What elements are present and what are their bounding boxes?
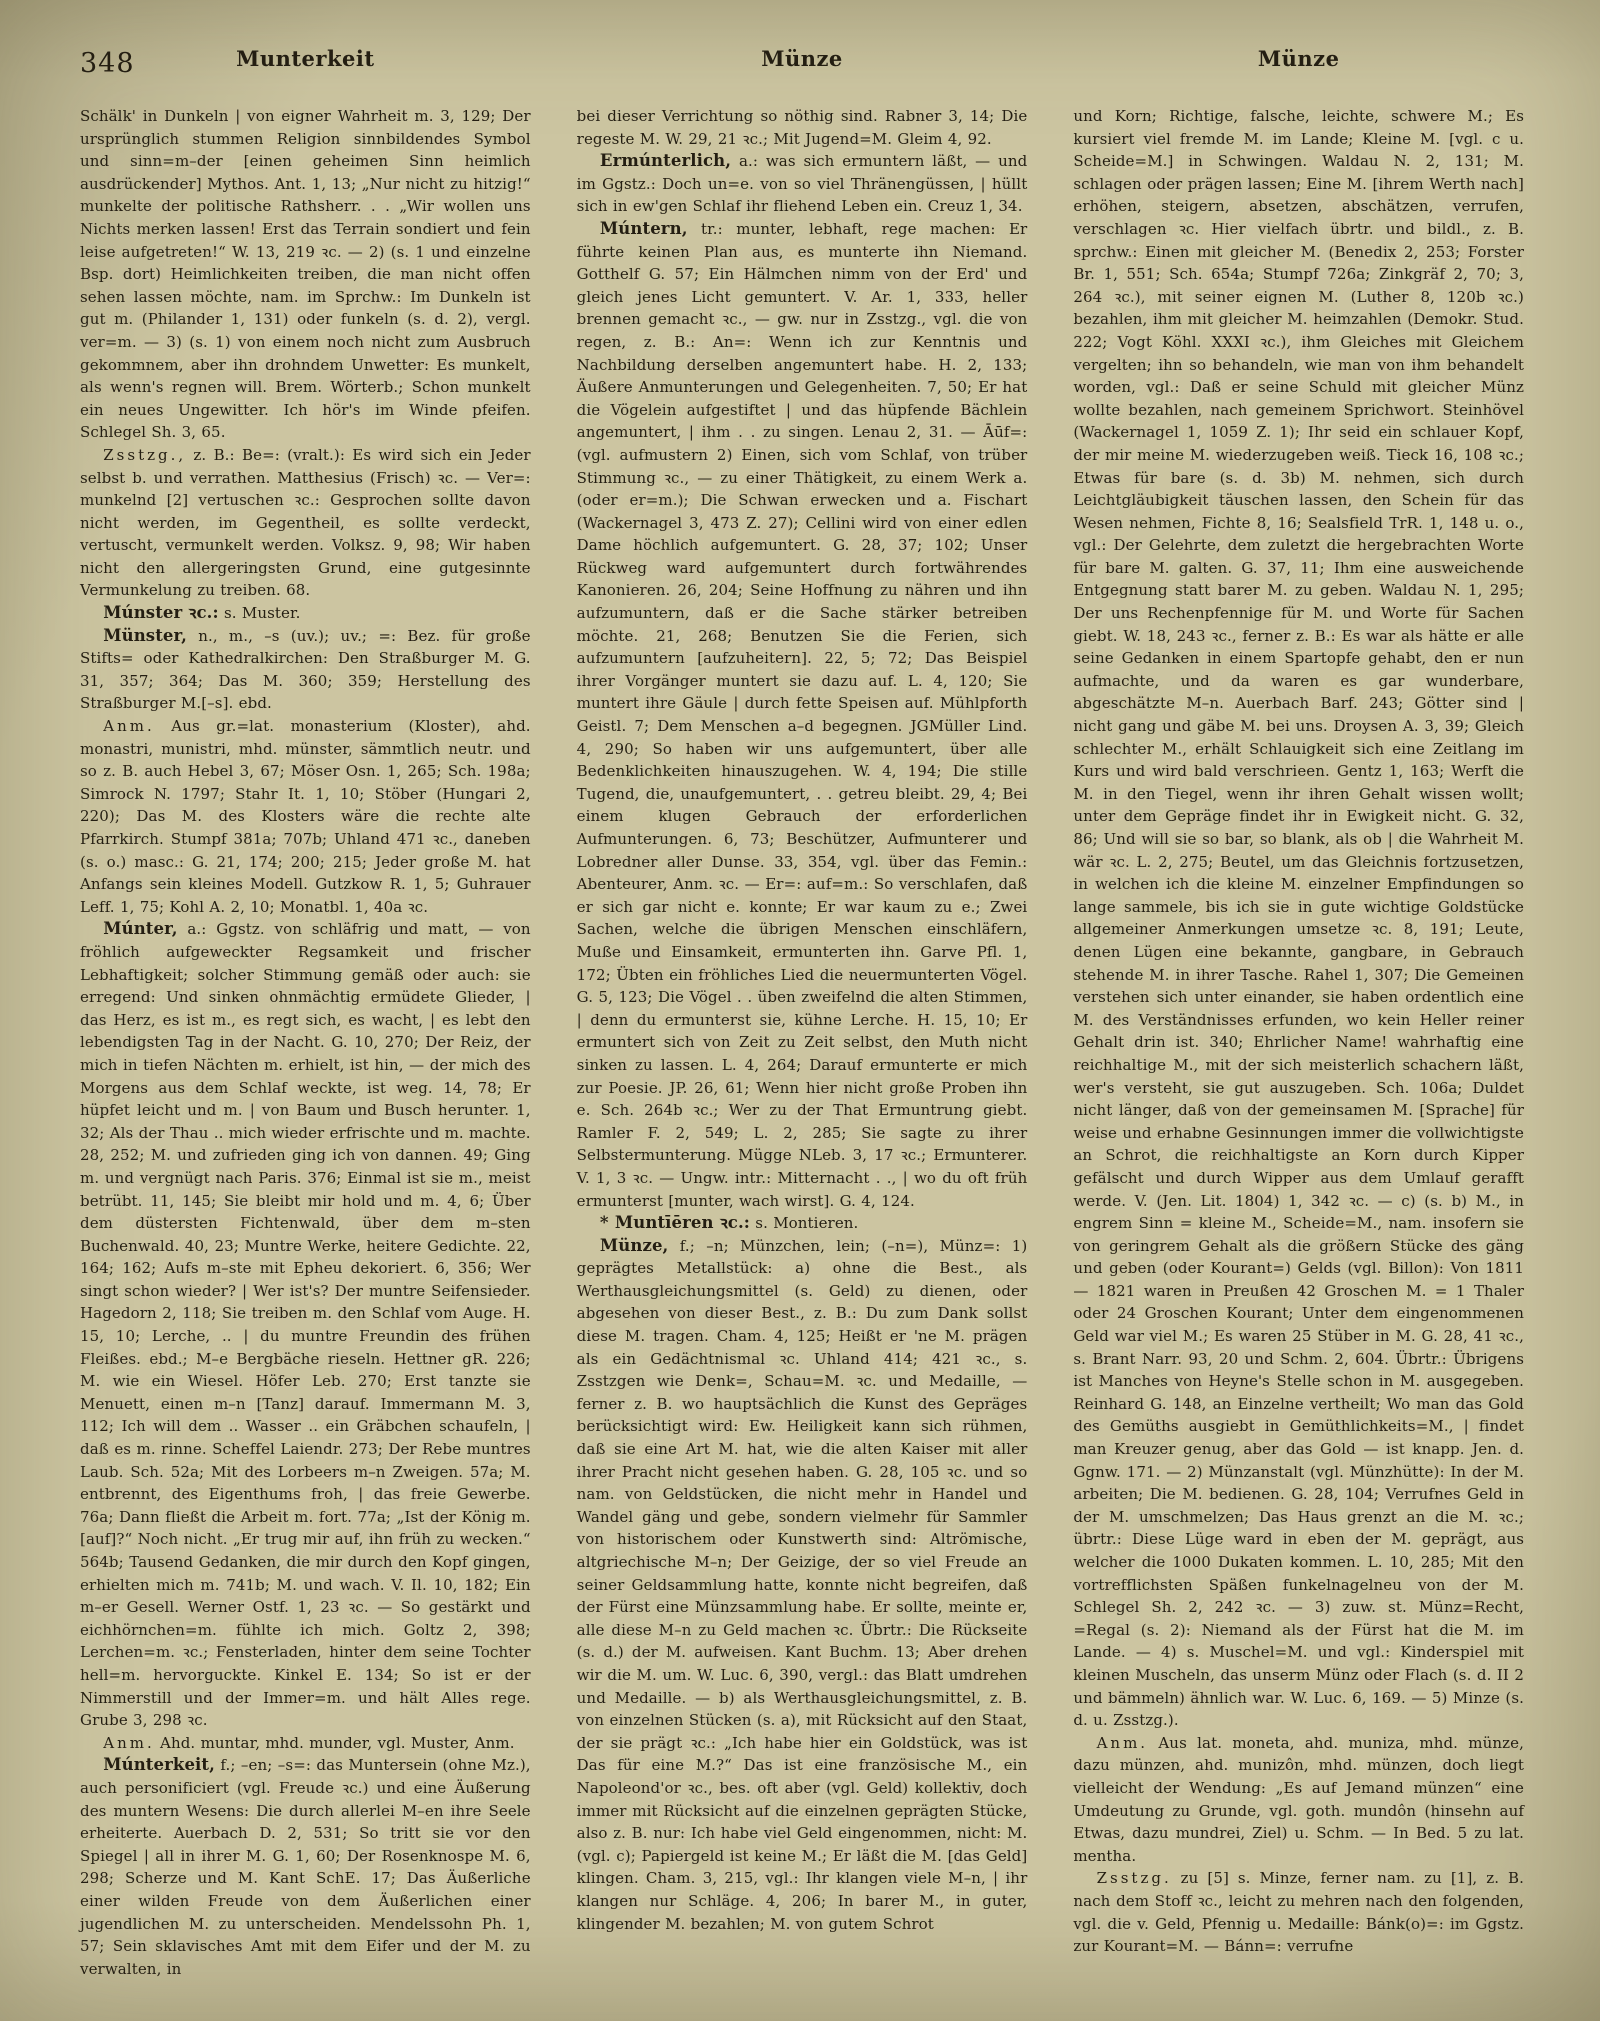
page-number: 348 [80,48,135,79]
dictionary-paragraph: Múntern, tr.: munter, lebhaft, rege machen: Er führte keinen Plan aus, es munterte ihn Niemand. Gotthelf G. 57; Ein Hälmchen nimm von der Erd' und gleich jenes Licht gemuntert. V. Ar. 1, 333, heller brennen gemacht ꝛc., — gw. nur in Zsstzg., vgl. die von regen, z. B.: An=: Wenn ich zur Kenntnis und Nachbildung derselben angemuntert habe. H. 2, 133; Äußere Anmunterungen und Gelegenheiten. 7, 50; Er hat die Vögelein aufgestiftet | und das hüpfende Bächlein angemuntert, | ihm . . zu singen. Lenau 2, 31. — Āūf=: (vgl. aufmustern 2) Einen, sich vom Schlaf, von trüber Stimmung ꝛc., — zu einer Thätigkeit, zu einem Werk a. (oder er=m.); Die Schwan erwecken und a. Fischart (Wackernagel 3, 473 Z. 27); Cellini wird von einer edlen Dame höchlich aufgemuntert. G. 28, 37; 102; Unser Rückweg ward aufgemuntert durch fortwährendes Kanonieren. 26, 204; Seine Hoffnung zu nähren und ihn aufzumuntern, daß er die Sache stärker betreiben möchte. 21, 268; Benutzen Sie die Ferien, sich aufzumuntern [aufzuheitern]. 22, 5; 72; Das Beispiel ihrer Vorgänger muntert sie dazu auf. L. 4, 120; Sie muntert ihre Gäule | durch fette Speisen auf. Mühlpforth Geistl. 7; Dem Menschen a–d begegnen. JGMüller Lind. 4, 290; So haben wir uns aufgemuntert, über alle Bedenklichkeiten hinauszugehen. W. 4, 194; Die stille Tugend, die, unaufgemuntert, . . getreu bleibt. 29, 4; Bei einem klugen Gebrauch der erforderlichen Aufmunterungen. 6, 73; Beschützer, Aufmunterer und Lobredner aller Dunse. 33, 354, vgl. über das Femin.: Abenteurer, Anm. ꝛc. — Er=: auf=m.: So verschlafen, daß er sich gar nicht e. konnte; Er war kaum zu e.; Zwei Sachen, welche die übrigen Menschen einschläfern, Muße und Einsamkeit, ermunterten ihn. Garve Pfl. 1, 172; Übten ein fröhliches Lied die neuermunterten Vögel. G. 5, 123; Die Vögel . . üben zweifelnd die alten Stimmen, | denn du ermunterst sie, kühne Lerche. H. 15, 10; Er ermuntert sich von Zeit zu Zeit selbst, den Muth nicht sinken zu lassen. L. 4, 264; Darauf ermunterte er mich zur Poesie. JP. 26, 61; Wenn hier nicht große Proben ihn e. Sch. 264b ꝛc.; Wer zu der That Ermuntrung giebt. Ramler F. 2, 549; L. 2, 285; Sie sagte zu ihrer Selbstermunterung. Mügge NLeb. 3, 17 ꝛc.; Ermunterer. V. 1, 3 ꝛc. — Ungw. intr.: Mitternacht . ., | wo du oft früh ermunterst [munter, wach wirst]. G. 4, 124. [576,218,1028,1210]
dictionary-paragraph: bei dieser Verrichtung so nöthig sind. Rabner 3, 14; Die regeste M. W. 29, 21 ꝛc.; Mit Jugend=M. Gleim 4, 92. [576,107,1028,148]
entry-headword: Múntern, [599,218,688,238]
dictionary-paragraph: und Korn; Richtige, falsche, leichte, schwere M.; Es kursiert viel fremde M. im Lande; Kleine M. [vgl. c u. Scheide=M.] in Schwingen. Waldau N. 2, 131; M. schlagen oder prägen lassen; Eine M. [ihrem Werth nach] erhöhen, steigern, absetzen, abschätzen, verrufen, verschlagen ꝛc. Hier vielfach übrtr. und bildl., z. B. sprchw.: Einen mit gleicher M. (Benedix 2, 253; Forster Br. 1, 551; Sch. 654a; Stumpf 726a; Zinkgräf 2, 70; 3, 264 ꝛc.), mit seiner eignen M. (Luther 8, 120b ꝛc.) bezahlen, ihm mit gleicher M. heimzahlen (Demokr. Stud. 222; Vogt Köhl. XXXI ꝛc.), ihm Gleiches mit Gleichem vergelten; ihn so behandeln, wie man von ihm behandelt worden, vgl.: Daß er seine Schuld mit gleicher Münz wollte bezahlen, nach gemeinem Sprichwort. Steinhövel (Wackernagel 1, 1059 Z. 1); Ihr seid ein schlauer Kopf, der mir meine M. wiederzugeben weiß. Tieck 16, 108 ꝛc.; Etwas für bare (s. d. 3b) M. nehmen, sich durch Leichtgläubigkeit täuschen lassen, den Schein für das Wesen nehmen, Fichte 8, 16; Sealsfield TrR. 1, 148 u. o., vgl.: Der Gelehrte, dem zuletzt die hergebrachten Worte für bare M. galten. G. 37, 11; Ihm eine ausweichende Entgegnung statt barer M. zu geben. Waldau N. 1, 295; Der uns Rechenpfennige für M. und Worte für Sachen giebt. W. 18, 243 ꝛc., ferner z. B.: Es war als hätte er alle seine Gedanken in einem Spartopfe gehabt, den er nun aufmachte, und da waren es gar wunderbare, abgeschätzte M–n. Auerbach Barf. 243; Götter sind | nicht gang und gäbe M. bei uns. Droysen A. 3, 39; Gleich schlechter M., erhält Schlauigkeit sich eine Zeitlang im Kurs und wird bald verschrieen. Gentz 1, 163; Werft die M. in den Tiegel, wenn ihr ihren Gehalt wissen wollt; unter dem Gepräge findet ihr in Ewigkeit nicht. G. 32, 86; Und will sie so bar, so blank, als ob | die Wahrheit M. wär ꝛc. L. 2, 275; Beutel, um das Gleichnis fortzusetzen, in welchen ich die kleine M. einzelner Empfindungen so lange sammele, bis ich sie in gute wichtige Goldstücke allgemeiner Anmerkungen umsetze ꝛc. 8, 191; Leute, denen Lügen eine bekannte, gangbare, in Gebrauch stehende M. in ihrer Tasche. Rahel 1, 307; Die Gemeinen verstehen sich unter einander, sie haben ordentlich eine M. des Verständnisses erfunden, wo kein Heller reiner Gehalt drin ist. 340; Ehrlicher Name! wahrhaftig eine reichhaltige M., mit der sich meisterlich schachern läßt, wer's versteht, sie gut auszugeben. Sch. 106a; Duldet nicht länger, daß von der gemeinsamen M. [Sprache] für weise und erhabne Gesinnungen immer die vollwichtigste an Schrot, die reichhaltigste an Korn durch Kipper gefälscht und durch Wipper aus dem Umlauf gerafft werde. V. (Jen. Lit. 1804) 1, 342 ꝛc. — c) (s. b) M., in engrem Sinn = kleine M., Scheide=M., nam. insofern sie von geringrem Gehalt als die größern Stücke des gäng und geben (oder Kourant=) Gelds (vgl. Billon): Von 1811 — 1821 waren in Preußen 42 Groschen M. = 1 Thaler oder 24 Groschen Kourant; Unter dem eingenommenen Geld war viel M.; Es waren 25 Stüber in M. G. 28, 41 ꝛc., s. Brant Narr. 93, 20 und Schm. 2, 604. Übrtr.: Übrigens ist Manches von Heyne's Stelle schon in M. ausgegeben. Reinhard G. 148, an Einzelne vertheilt; Wo man das Gold des Gemüths ausgiebt in Gemüthlichkeits=M., | findet man Kreuzer genug, aber das Gold — ist knapp. Jen. d. Ggnw. 171. — 2) Münzanstalt (vgl. Münzhütte): In der M. arbeiten; Die M. bedienen. G. 28, 104; Verrufnes Geld in der M. umschmelzen; Das Haus grenzt an die M. ꝛc.; übrtr.: Diese Lüge ward in eben der M. geprägt, aus welcher die 1000 Dukaten kommen. L. 10, 285; Mit den vortrefflichsten Späßen funkelnagelneu von der M. Schlegel Sh. 2, 242 ꝛc. — 3) zuw. st. Münz=Recht, =Regal (s. 2): Niemand als der Fürst hat die M. im Lande. — 4) s. Muschel=M. und vgl.: Kinderspiel mit kleinen Muscheln, das unserm Münz oder Flach (s. d. II 2 und bämmeln) ähnlich war. W. Luc. 6, 169. — 5) Minze (s. d. u. Zsstzg.). [1073,107,1525,1730]
entry-headword: Anm. [103,717,155,736]
dictionary-paragraph: * Muntīēren ꝛc.: s. Montieren. [599,1213,859,1233]
text-column-2 [577,105,1028,1935]
entry-headword: Münze, [599,1235,669,1255]
entry-headword: Anm. [103,1733,155,1752]
dictionary-paragraph: Anm. Aus gr.=lat. monasterium (Kloster), ahd. monastri, munistri, mhd. münster, sämmtlich neutr. und so z. B. auch Hebel 3, 67; Möser Osn. 1, 265; Sch. 198a; Simrock N. 1797; Stahr It. 1, 10; Stöber (Hungari 2, 220); Das M. des Klosters wäre die rechte alte Pfarrkirch. Stumpf 381a; 707b; Uhland 471 ꝛc., daneben (s. o.) masc.: G. 21, 174; 200; 215; Jeder große M. hat Anfangs sein kleines Modell. Gutzkow R. 1, 5; Guhrauer Leff. 1, 75; Kohl A. 2, 10; Monatbl. 1, 40a ꝛc. [80,717,531,916]
running-head-column-1: Munterkeit [236,46,375,71]
running-head-column-2: Münze [761,46,843,71]
text-column-3 [1073,105,1524,1958]
entry-headword: Ermúnterlich, [599,151,732,171]
entry-headword: Zsstzg., [103,445,187,464]
entry-headword: Múnterkeit, [103,1755,215,1775]
dictionary-paragraph: Múnter, a.: Ggstz. von schläfrig und matt, — von fröhlich aufgeweckter Regsamkeit und frischer Lebhaftigkeit; solcher Stimmung gemäß oder auch: sie erregend: Und sinken ohnmächtig ermüdete Glieder, | das Herz, es ist m., es regt sich, es wacht, | es lebt den lebendigsten Tag in der Nacht. G. 10, 270; Der Reiz, der mich in tiefen Nächten m. erhielt, ist hin, — der mich des Morgens aus dem Schlaf weckte, ist weg. 14, 78; Er hüpfet leicht und m. | von Baum und Busch herunter. 1, 32; Als der Thau .. mich wieder erfrischte und m. machte. 28, 252; M. und zufrieden ging ich von dannen. 49; Ging m. und vergnügt nach Paris. 376; Einmal ist sie m., meist betrübt. 11, 145; Sie bleibt mir hold und m. 4, 6; Über dem düstersten Fichtenwald, über dem m–sten Buchenwald. 40, 23; Muntre Werke, heitere Gedichte. 22, 164; 162; Aufs m–ste mit Epheu dekoriert. 6, 356; Wer singt schon wieder? | Wer ist's? Der muntre Seifensieder. Hagedorn 2, 118; Sie treiben m. den Schlaf vom Auge. H. 15, 10; Lerche, .. | du muntre Freundin des frühen Fleißes. ebd.; M–e Bergbäche rieseln. Hettner gR. 226; M. wie ein Wiesel. Höfer Leb. 270; Erst tanzte sie Menuett, einen m–n [Tanz] darauf. Immermann M. 3, 112; Ich will dem .. Wasser .. ein Gräbchen schaufeln, | daß es m. rinne. Scheffel Laiendr. 273; Der Rebe muntres Laub. Sch. 52a; Mit des Lorbeers m–n Zweigen. 57a; M. entbrennt, des Eigenthums froh, | das freie Gewerbe. 76a; Dann fließt die Arbeit m. fort. 77a; „Ist der König m. [auf]?“ Noch nicht. „Er trug mir auf, ihn früh zu wecken.“ 564b; Tausend Gedanken, die mir durch den Kopf gingen, erhielten mich m. 741b; M. und wach. V. Il. 10, 182; Ein m–er Gesell. Werner Ostf. 1, 23 ꝛc. — So gestärkt und eichhörnchen=m. fühlte ich mich. Goltz 2, 398; Lerchen=m. ꝛc.; Fensterladen, hinter dem seine Tochter hell=m. hervorguckte. Kinkel E. 134; So ist er der Nimmerstill und der Immer=m. und hält Alles rege. Grube 3, 298 ꝛc. [80,919,531,1730]
dictionary-paragraph: Zsstzg., z. B.: Be=: (vralt.): Es wird sich ein Jeder selbst b. und verrathen. Matthesius (Frisch) ꝛc. — Ver=: munkelnd [2] vertuschen ꝛc.: Gesprochen sollte davon nicht werden, im Gegentheil, es sollte verdeckt, vertuscht, vermunkelt werden. Volksz. 9, 98; Wir haben nicht den allergeringsten Grund, eine gutgesinnte Vermunkelung zu treiben. 68. [80,445,531,600]
dictionary-paragraph: Anm. Aus lat. moneta, ahd. muniza, mhd. münze, dazu münzen, ahd. munizôn, mhd. münzen, doch liegt vielleicht der Wendung: „Es auf Jemand münzen“ eine Umdeutung zu Grunde, vgl. goth. mundôn (hinsehn auf Etwas, dazu mundrei, Ziel) u. Schm. — In Bed. 5 zu lat. mentha. [1073,1733,1525,1865]
dictionary-paragraph: Münze, f.; –n; Münzchen, lein; (–n=), Münz=: 1) geprägtes Metallstück: a) ohne die Best., als Werthausgleichungsmittel (s. Geld) zu dienen, oder abgesehen von dieser Best., z. B.: Du zum Dank sollst diese M. tragen. Cham. 4, 125; Heißt er 'ne M. prägen als ein Gedächtnismal ꝛc. Uhland 414; 421 ꝛc., s. Zsstzgen wie Denk=, Schau=M. ꝛc. und Medaille, — ferner z. B. wo hauptsächlich die Kunst des Gepräges berücksichtigt wird: Ew. Heiligkeit kann sich rühmen, daß sie eine Art M. hat, wie die alten Kaiser mit aller ihrer Pracht nicht gesehen haben. G. 28, 105 ꝛc. und so nam. von Geldstücken, die nicht mehr in Handel und Wandel gäng und gebe, sondern vielmehr für Sammler von historischem oder Kunstwerth sind: Altrömische, altgriechische M–n; Der Geizige, der so viel Freude an seiner Geldsammlung hatte, konnte nicht begreifen, daß der Fürst eine Münzsammlung habe. Er sollte, meinte er, alle diese M–n zu Geld machen ꝛc. Übrtr.: Die Rückseite (s. d.) der M. aufweisen. Kant Buchm. 13; Aber drehen wir die M. um. W. Luc. 6, 390, vergl.: das Blatt umdrehen und Medaille. — b) als Werthausgleichungsmittel, z. B. von einzelnen Stücken (s. a), mit Rücksicht auf den Staat, der sie prägt ꝛc.: „Ich habe hier ein Goldstück, was ist Das für eine M.?“ Das ist eine französische M., ein Napoleond'or ꝛc., bes. oft aber (vgl. Geld) kollektiv, doch immer mit Rücksicht auf die einzelnen geprägten Stücke, also z. B. nur: Ich habe viel Geld eingenommen, nicht: M. (vgl. c); Papiergeld ist keine M.; Er läßt die M. [das Geld] klingen. Cham. 3, 215, vgl.: Ihr klangen viele M–n, | ihr klangen nur Schläge. 4, 206; In barer M., in guter, klingender M. bezahlen; M. von gutem Schrot [576,1235,1028,1933]
text-columns [80,105,1524,1980]
entry-headword: Münster, [103,625,187,645]
running-head-column-3: Münze [1257,46,1340,71]
dictionary-paragraph: Schälk' in Dunkeln | von eigner Wahrheit m. 3, 129; Der ursprünglich stummen Religion sinnbildendes Symbol und sinn=m–der [einen geheimen Sinn heimlich ausdrückender] Mythos. Ant. 1, 13; „Nur nicht zu hitzig!“ munkelte der politische Rathsherr. . . „Wir wollen uns Nichts merken lassen! Erst das Terrain sondiert und fein leise aufgetreten!“ W. 13, 219 ꝛc. — 2) (s. 1 und einzelne Bsp. dort) Heimlichkeiten treiben, die man nicht offen sehen lassen möchte, nam. im Sprchw.: Im Dunkeln ist gut m. (Philander 1, 131) oder funkeln (s. d. 2), vergl. ver=m. — 3) (s. 1) von einem noch nicht zum Ausbruch gekommnem, aber ihn drohndem Unwetter: Es munkelt, als wenn's regnen will. Brem. Wörterb.; Schon munkelt ein neues Ungewitter. Ich hör's im Winde pfeifen. Schlegel Sh. 3, 65. [80,107,531,442]
dictionary-paragraph: Múnterkeit, f.; –en; –s=: das Muntersein (ohne Mz.), auch personificiert (vgl. Freude ꝛc.) und eine Äußerung des muntern Wesens: Die durch allerlei M–en ihre Seele erheiterte. Auerbach D. 2, 531; So tritt sie vor den Spiegel | all in ihrer M. G. 1, 60; Der Rosenknospe M. 6, 298; Scherze und M. Kant SchE. 17; Das Äußerliche einer wilden Freude von dem Äußerlichen einer jugendlichen M. zu unterscheiden. Mendelssohn Ph. 1, 57; Sein sklavisches Amt mit dem Eifer und der M. zu verwalten, in [80,1755,531,1978]
entry-headword: Anm. [1096,1733,1149,1752]
dictionary-paragraph: Anm. Ahd. muntar, mhd. munder, vgl. Muster, Anm. [103,1733,515,1752]
entry-headword: Múnter, [103,919,178,939]
dictionary-paragraph: Münster, n., m., –s (uv.); uv.; =: Bez. für große Stifts= oder Kathedralkirchen: Den Straßburger M. G. 31, 357; 364; Das M. 360; 359; Herstellung des Straßburger M.[–s]. ebd. [80,625,531,713]
entry-headword: * Muntīēren ꝛc.: [599,1213,750,1233]
entry-headword: Zsstzg. [1096,1869,1172,1888]
entry-headword: Múnster ꝛc.: [103,603,219,623]
page-header [80,46,1524,79]
dictionary-paragraph: Ermúnterlich, a.: was sich ermuntern läßt, — und im Ggstz.: Doch un=e. von so viel Thränengüssen, | hüllt sich in ew'gen Schlaf ihr fliehend Leben ein. Creuz 1, 34. [576,151,1028,216]
text-column-1 [80,105,531,1980]
dictionary-paragraph: Zsstzg. zu [5] s. Minze, ferner nam. zu [1], z. B. nach dem Stoff ꝛc., leicht zu mehren nach den folgenden, vgl. die v. Geld, Pfennig u. Medaille: Bánk(o)=: im Ggstz. zur Kourant=M. — Bánn=: verrufne [1073,1869,1525,1956]
dictionary-paragraph: Múnster ꝛc.: s. Muster. [103,603,301,623]
